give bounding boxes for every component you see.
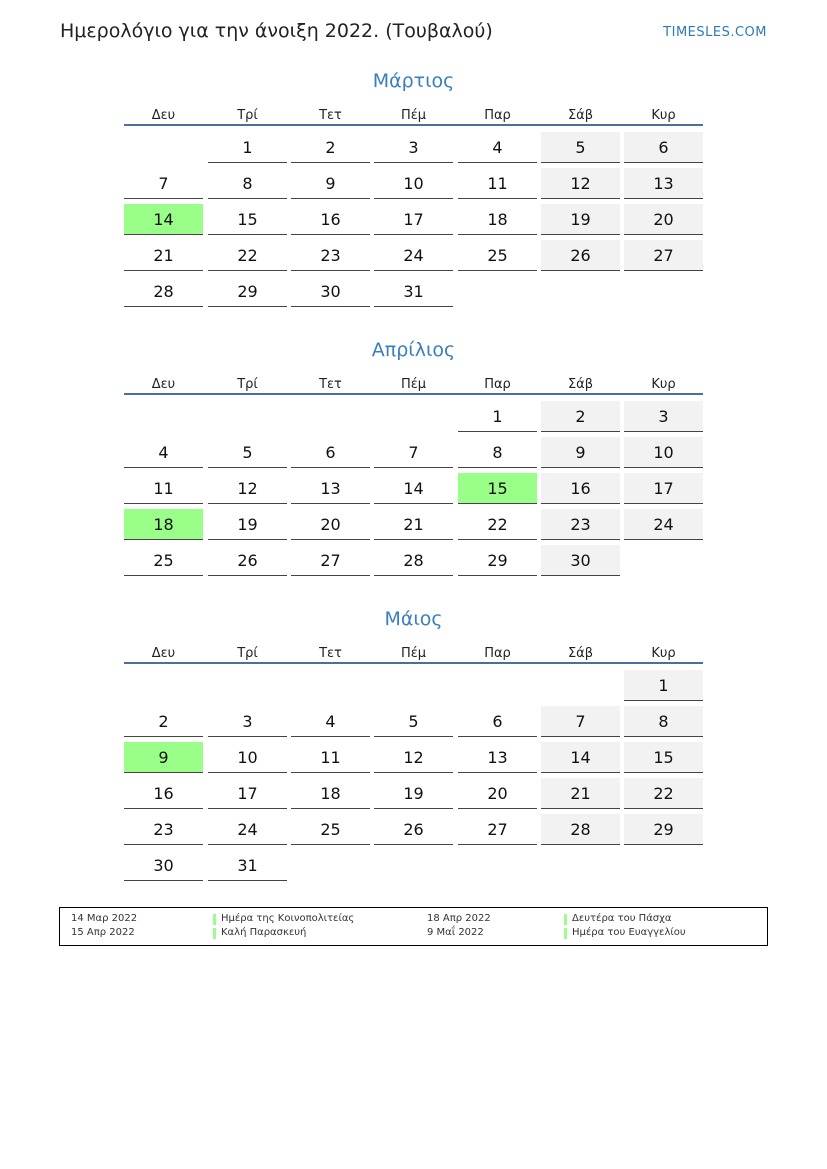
day-cell: 2 [124,706,203,737]
weekday-label: Παρ [484,108,511,123]
holiday-day-cell: 9 [124,742,203,773]
day-cell: 17 [208,778,287,809]
day-cell: 27 [624,240,703,271]
day-cell: 8 [208,168,287,199]
day-cell: 6 [291,437,370,468]
day-cell: 23 [124,814,203,845]
day-cell: 16 [541,473,620,504]
day-cell: 6 [624,132,703,163]
day-cell: 20 [458,778,537,809]
day-cell: 14 [541,742,620,773]
day-cell: 4 [124,437,203,468]
day-cell: 25 [458,240,537,271]
day-cell: 28 [124,276,203,307]
day-cell: 19 [374,778,453,809]
day-cell: 11 [458,168,537,199]
day-cell: 9 [291,168,370,199]
day-cell: 23 [291,240,370,271]
day-cell: 1 [458,401,537,432]
weekday-label: Πέμ [400,377,427,392]
brand-link[interactable]: TIMESLES.COM [663,25,767,40]
day-cell: 29 [208,276,287,307]
legend-name: Ημέρα της Κοινοπολιτείας [221,913,355,924]
day-cell: 30 [291,276,370,307]
day-cell: 27 [458,814,537,845]
day-cell: 21 [541,778,620,809]
day-cell: 7 [124,168,203,199]
day-cell: 15 [624,742,703,773]
day-cell: 4 [291,706,370,737]
day-cell: 8 [458,437,537,468]
legend-marker [564,928,567,939]
weekday-label: Παρ [484,646,511,661]
day-cell: 12 [374,742,453,773]
page-title: Ημερολόγιο για την άνοιξη 2022. (Τουβαλού) [60,20,493,42]
day-cell: 26 [374,814,453,845]
weekday-label: Πέμ [400,646,427,661]
weekday-label: Δευ [151,108,176,123]
day-cell: 3 [208,706,287,737]
day-cell: 8 [624,706,703,737]
header-divider [124,124,703,126]
day-cell: 23 [541,509,620,540]
day-cell: 17 [624,473,703,504]
day-cell: 7 [541,706,620,737]
day-cell: 26 [208,545,287,576]
day-cell: 21 [124,240,203,271]
day-cell: 29 [458,545,537,576]
day-cell: 5 [208,437,287,468]
weekday-label: Τρί [237,646,258,661]
weekday-label: Σάβ [567,108,594,123]
legend-name: Καλή Παρασκευή [221,927,307,938]
day-cell: 19 [208,509,287,540]
day-cell: 25 [291,814,370,845]
day-cell: 18 [458,204,537,235]
day-cell: 24 [624,509,703,540]
holiday-legend [59,907,768,946]
day-cell: 30 [541,545,620,576]
day-cell: 13 [458,742,537,773]
day-cell: 16 [291,204,370,235]
legend-date: 9 Μαΐ 2022 [427,927,484,938]
day-cell: 27 [291,545,370,576]
legend-date: 18 Απρ 2022 [427,913,491,924]
day-cell: 11 [291,742,370,773]
weekday-label: Τρί [237,377,258,392]
legend-date: 14 Μαρ 2022 [71,913,138,924]
day-cell: 15 [208,204,287,235]
day-cell: 12 [541,168,620,199]
holiday-day-cell: 18 [124,509,203,540]
day-cell: 16 [124,778,203,809]
weekday-label: Κυρ [651,108,676,123]
weekday-label: Κυρ [651,377,676,392]
weekday-label: Σάβ [567,646,594,661]
day-cell: 28 [374,545,453,576]
month-title: Μάιος [384,608,443,630]
holiday-day-cell: 15 [458,473,537,504]
weekday-label: Τετ [319,377,342,392]
day-cell: 10 [374,168,453,199]
header-divider [124,393,703,395]
legend-marker [213,914,216,925]
weekday-label: Τετ [319,108,342,123]
day-cell: 26 [541,240,620,271]
day-cell: 13 [624,168,703,199]
weekday-label: Παρ [484,377,511,392]
day-cell: 10 [208,742,287,773]
day-cell: 28 [541,814,620,845]
day-cell: 6 [458,706,537,737]
day-cell: 31 [208,850,287,881]
day-cell: 14 [374,473,453,504]
day-cell: 30 [124,850,203,881]
day-cell: 1 [624,670,703,701]
holiday-day-cell: 14 [124,204,203,235]
day-cell: 4 [458,132,537,163]
day-cell: 2 [541,401,620,432]
day-cell: 31 [374,276,453,307]
weekday-label: Δευ [151,377,176,392]
day-cell: 5 [541,132,620,163]
day-cell: 18 [291,778,370,809]
legend-date: 15 Απρ 2022 [71,927,135,938]
day-cell: 7 [374,437,453,468]
weekday-label: Δευ [151,646,176,661]
day-cell: 24 [208,814,287,845]
month-title: Μάρτιος [372,70,455,92]
day-cell: 17 [374,204,453,235]
legend-name: Ημέρα του Ευαγγελίου [572,927,686,938]
weekday-label: Κυρ [651,646,676,661]
legend-name: Δευτέρα του Πάσχα [572,913,672,924]
day-cell: 20 [624,204,703,235]
day-cell: 3 [624,401,703,432]
header-divider [124,662,703,664]
day-cell: 29 [624,814,703,845]
day-cell: 20 [291,509,370,540]
day-cell: 13 [291,473,370,504]
day-cell: 25 [124,545,203,576]
weekday-label: Πέμ [400,108,427,123]
day-cell: 1 [208,132,287,163]
day-cell: 22 [458,509,537,540]
month-title: Απρίλιος [371,339,456,361]
day-cell: 10 [624,437,703,468]
legend-marker [213,928,216,939]
day-cell: 19 [541,204,620,235]
day-cell: 24 [374,240,453,271]
legend-marker [564,914,567,925]
weekday-label: Τρί [237,108,258,123]
day-cell: 11 [124,473,203,504]
weekday-label: Τετ [319,646,342,661]
day-cell: 22 [208,240,287,271]
day-cell: 5 [374,706,453,737]
day-cell: 9 [541,437,620,468]
day-cell: 22 [624,778,703,809]
day-cell: 21 [374,509,453,540]
weekday-label: Σάβ [567,377,594,392]
day-cell: 12 [208,473,287,504]
day-cell: 2 [291,132,370,163]
day-cell: 3 [374,132,453,163]
